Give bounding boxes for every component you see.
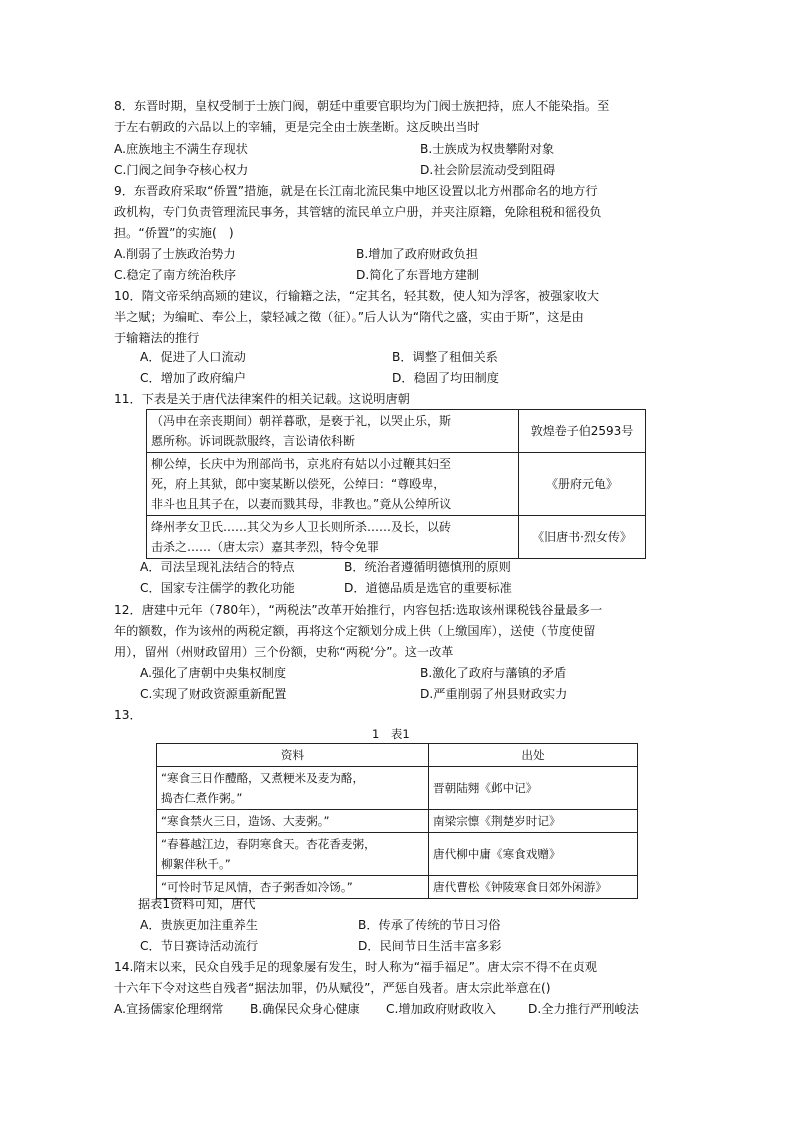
q14-stem-line-2: 十六年下令对这些自残者“据法加罪，仍从赋役”，严惩自残者。唐太宗此举意在(): [114, 981, 551, 995]
q13-option-d[interactable]: D．民间节日生活丰富多彩: [358, 939, 502, 953]
table-cell-source: 晋朝陆翙《邺中记》: [429, 767, 638, 810]
table-cell-text: “寒食禁火三日，造饧、大麦粥。”: [157, 810, 429, 833]
q13-table-caption: 1 表1: [372, 727, 410, 741]
q9-option-c[interactable]: C.稳定了南方统治秩序: [114, 268, 237, 282]
q14-stem-line-1: 14.隋末以来，民众自残手足的现象屡有发生，时人称为“福手福足”。唐太宗不得不在贞观: [114, 960, 597, 974]
q9-stem-line-2: 政机构，专门负责管理流民事务，其管辖的流民单立户册，并夹注原籍，免除租税和徭役负: [114, 205, 602, 219]
q14-option-a[interactable]: A.宣扬儒家伦理纲常: [114, 1002, 224, 1016]
table-row: [157, 810, 638, 833]
q9-stem-line-3: 担。“侨置”的实施( ): [114, 226, 234, 240]
q8-stem-line-1: 8．东晋时期，皇权受制于士族门阀，朝廷中重要官职均为门阀士族把持，庶人不能染指。至: [114, 99, 610, 113]
q11-table: [146, 409, 646, 559]
q10-stem-line-1: 10．隋文帝采纳高颎的建议，行输籍之法，“定其名，轻其数，使人知为浮客，被强家收大: [114, 289, 599, 303]
table-cell-text: “春暮越江边，春阴寒食天。杏花香麦粥， 柳絮伴秋千。”: [157, 833, 429, 876]
q11-option-c[interactable]: C．国家专注儒学的教化功能: [140, 581, 295, 595]
q10-option-c[interactable]: C．增加了政府编户: [140, 371, 247, 385]
q13-number: 13．: [114, 708, 142, 722]
q13-followup: 据表1资料可知，唐代: [138, 897, 256, 911]
q10-option-b[interactable]: B．调整了租佃关系: [392, 350, 498, 364]
table-cell-text: 绛州孝女卫氏……其父为乡人卫长则所杀……及长，以砖 击杀之……（唐太宗）嘉其孝烈，特令免罪: [147, 516, 519, 559]
table-cell-source: 唐代柳中庸《寒食戏赠》: [429, 833, 638, 876]
q8-option-d[interactable]: D.社会阶层流动受到阻碍: [420, 163, 556, 177]
table-cell-source: 唐代曹松《钟陵寒食日郊外闲游》: [429, 876, 638, 899]
q9-stem-line-1: 9．东晋政府采取“侨置”措施，就是在长江南北流民集中地区设置以北方州郡命名的地方行: [114, 184, 598, 198]
table-cell-text: “寒食三日作醴酪，又煮粳米及麦为酪， 捣杏仁煮作粥。”: [157, 767, 429, 810]
table-row: [157, 767, 638, 810]
q9-option-a[interactable]: A.削弱了士族政治势力: [114, 247, 236, 261]
q8-stem-line-2: 于左右朝政的六品以上的宰辅，更是完全由士族垄断。这反映出当时: [114, 120, 480, 134]
q9-option-b[interactable]: B.增加了政府财政负担: [356, 247, 478, 261]
table-header-material: 资料: [157, 744, 429, 767]
q13-option-c[interactable]: C．节日赛诗活动流行: [140, 939, 259, 953]
q10-stem-line-3: 于输籍法的推行: [114, 331, 200, 345]
table-cell-source: 敦煌卷子伯2593号: [519, 410, 646, 453]
q14-option-d[interactable]: D.全力推行严刑峻法: [528, 1002, 639, 1016]
q10-stem-line-2: 半之赋；为编甿、奉公上，蒙轻减之徵（征）。”后人认为“隋代之盛，实由于斯”，这是由: [114, 310, 584, 324]
q9-option-d[interactable]: D.简化了东晋地方建制: [356, 268, 479, 282]
q11-option-b[interactable]: B．统治者遵循明德慎刑的原则: [344, 560, 511, 574]
q14-option-c[interactable]: C.增加政府财政收入: [386, 1002, 496, 1016]
q14-option-b[interactable]: B.确保民众身心健康: [250, 1002, 360, 1016]
table-cell-source: 《旧唐书·烈女传》: [519, 516, 646, 559]
q11-option-d[interactable]: D．道德品质是选官的重要标准: [344, 581, 512, 595]
q13-option-a[interactable]: A．贵族更加注重养生: [140, 918, 259, 932]
q8-option-c[interactable]: C.门阀之间争夺核心权力: [114, 163, 249, 177]
table-row: [147, 516, 646, 559]
q10-option-d[interactable]: D．稳固了均田制度: [392, 371, 499, 385]
q12-stem-line-1: 12．唐建中元年（780年），“两税法”改革开始推行，内容包括:选取该州课税钱谷量最多一: [114, 603, 603, 617]
q13-option-b[interactable]: B．传承了传统的节日习俗: [358, 918, 501, 932]
q12-stem-line-2: 年的额数，作为该州的两税定额，再将这个定额划分成上供（上缴国库），送使（节度使留: [114, 624, 596, 638]
table-cell-text: （冯申在亲丧期间）朝祥暮歌，是亵于礼，以哭止乐，斯 慝所称。诉词既款服终，言讼请依科断: [147, 410, 519, 453]
q8-option-a[interactable]: A.庶族地主不满生存现状: [114, 142, 248, 156]
table-cell-source: 南梁宗懔《荆楚岁时记》: [429, 810, 638, 833]
q11-stem: 11．下表是关于唐代法律案件的相关记载。这说明唐朝: [114, 392, 410, 406]
table-header-row: [157, 744, 638, 767]
q10-option-a[interactable]: A．促进了人口流动: [140, 350, 246, 364]
table-cell-text: “可怜时节足风情，杏子粥香如冷饧。”: [157, 876, 429, 899]
q11-option-a[interactable]: A．司法呈现礼法结合的特点: [140, 560, 295, 574]
table-cell-text: 柳公绰，长庆中为刑部尚书，京兆府有姑以小过鞭其妇至 死，府上其狱，郎中窦某断以偿死，公绰曰：“尊殴卑， 非斗也且其子在，以妻而戮其母，非教也。”竟从公绰所议: [147, 453, 519, 516]
q12-option-b[interactable]: B.激化了政府与藩镇的矛盾: [420, 666, 567, 680]
table-row: [147, 453, 646, 516]
table-cell-source: 《册府元龟》: [519, 453, 646, 516]
table-row: [157, 833, 638, 876]
q13-table: [156, 743, 638, 899]
q12-option-d[interactable]: D.严重削弱了州县财政实力: [420, 687, 568, 701]
table-header-source: 出处: [429, 744, 638, 767]
q12-option-a[interactable]: A.强化了唐朝中央集权制度: [140, 666, 287, 680]
table-row: [147, 410, 646, 453]
q12-option-c[interactable]: C.实现了财政资源重新配置: [140, 687, 287, 701]
q12-stem-line-3: 用），留州（州财政留用）三个份额，史称“两税‘分”。这一改革: [114, 645, 454, 659]
q8-option-b[interactable]: B.士族成为权贵攀附对象: [420, 142, 555, 156]
